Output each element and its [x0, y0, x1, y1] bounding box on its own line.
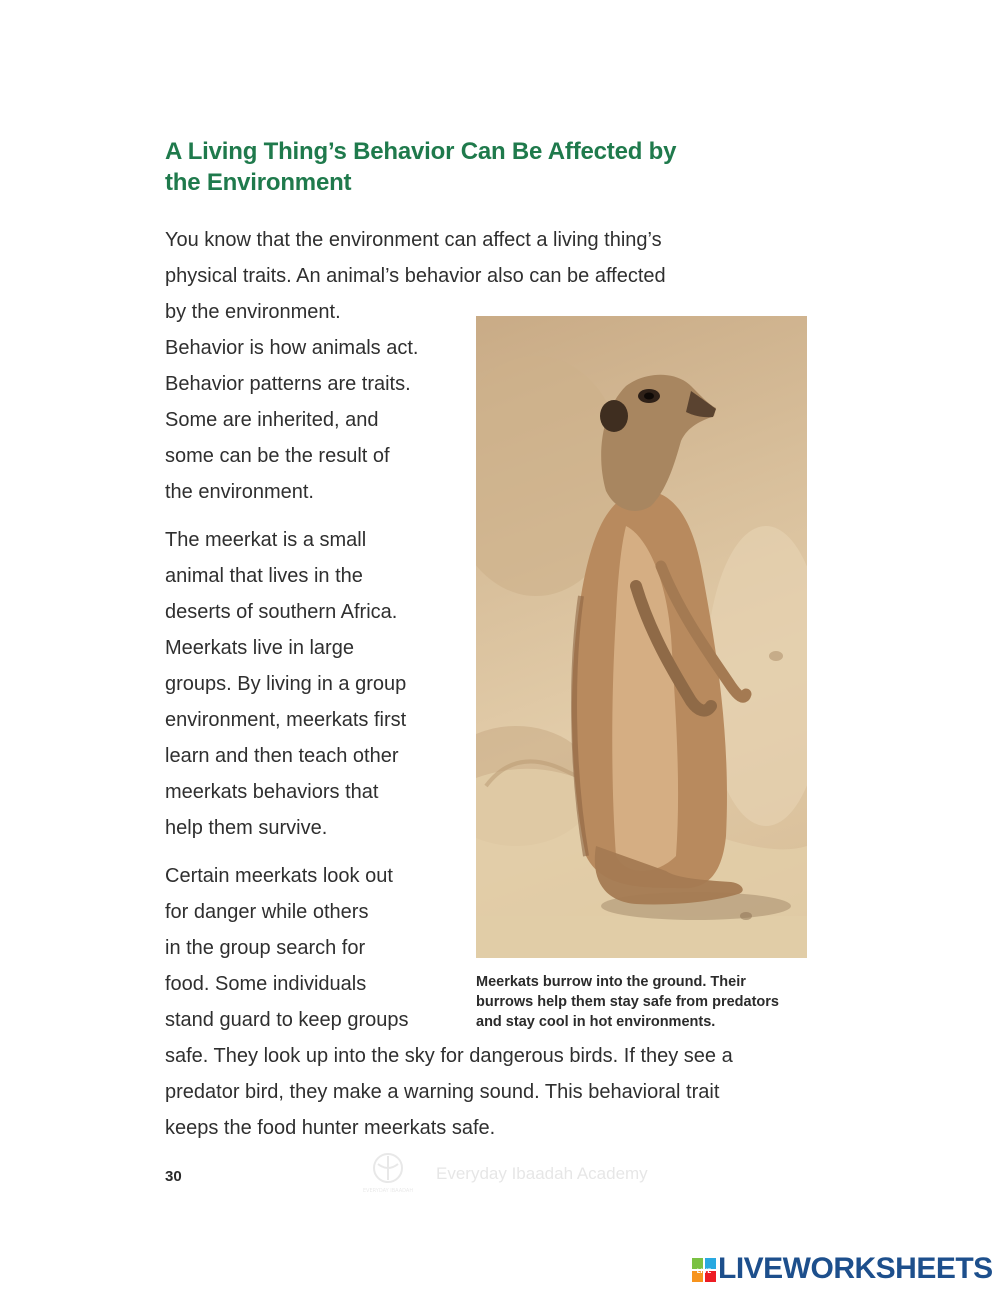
liveworksheets-blocks-icon: [692, 1258, 716, 1282]
section-heading-line-2: the Environment: [165, 169, 352, 196]
body-text-line: food. Some individuals: [165, 973, 367, 995]
section-heading: [165, 136, 725, 198]
body-text-line: safe. They look up into the sky for dangerous birds. If they see a: [165, 1045, 733, 1067]
body-text-line: You know that the environment can affect a living thing’s: [165, 229, 662, 251]
photo-caption: [476, 972, 816, 1032]
watermark-text: Everyday Ibaadah Academy: [436, 1164, 648, 1183]
watermark-logo-text: EVERYDAY IBAADAH: [362, 1188, 414, 1194]
body-text-line: The meerkat is a small: [165, 529, 367, 551]
body-text-line: for danger while others: [165, 901, 369, 923]
body-text-line: learn and then teach other: [165, 745, 399, 767]
watermark-logo-icon: [360, 1150, 416, 1202]
body-text-line: deserts of southern Africa.: [165, 601, 398, 623]
body-text-line: groups. By living in a group: [165, 673, 407, 695]
body-text-line: by the environment.: [165, 301, 341, 323]
liveworksheets-wordmark: LIVEWORKSHEETS: [718, 1252, 993, 1285]
body-text-line: environment, meerkats first: [165, 709, 407, 731]
body-text-line: Certain meerkats look out: [165, 865, 393, 887]
body-text-line: physical traits. An animal’s behavior also can be affected: [165, 265, 666, 287]
liveworksheets-logo: [692, 1252, 992, 1286]
body-text-line: in the group search for: [165, 937, 366, 959]
photo-caption-line-1: Meerkats burrow into the ground. Their: [476, 974, 746, 990]
body-text-line: stand guard to keep groups: [165, 1009, 409, 1031]
watermark: [360, 1150, 680, 1205]
body-text-line: meerkats behaviors that: [165, 781, 379, 803]
body-text-line: Some are inherited, and: [165, 409, 379, 431]
meerkat-photo: [476, 316, 807, 958]
page-number: 30: [165, 1168, 182, 1185]
body-text-line: keeps the food hunter meerkats safe.: [165, 1117, 496, 1139]
body-text-line: predator bird, they make a warning sound. This behavioral trait: [165, 1081, 720, 1103]
photo-caption-line-2: burrows help them stay safe from predators: [476, 994, 779, 1010]
body-text-line: Behavior patterns are traits.: [165, 373, 411, 395]
body-text-line: Behavior is how animals act.: [165, 337, 419, 359]
body-text-line: some can be the result of: [165, 445, 390, 467]
photo-caption-line-3: and stay cool in hot environments.: [476, 1014, 716, 1030]
liveworksheets-icon-text: LIVE: [696, 1268, 712, 1275]
body-text-line: animal that lives in the: [165, 565, 363, 587]
body-text-line: help them survive.: [165, 817, 328, 839]
body-text-line: Meerkats live in large: [165, 637, 354, 659]
body-text-line: the environment.: [165, 481, 314, 503]
section-heading-line-1: A Living Thing’s Behavior Can Be Affected by: [165, 138, 677, 165]
